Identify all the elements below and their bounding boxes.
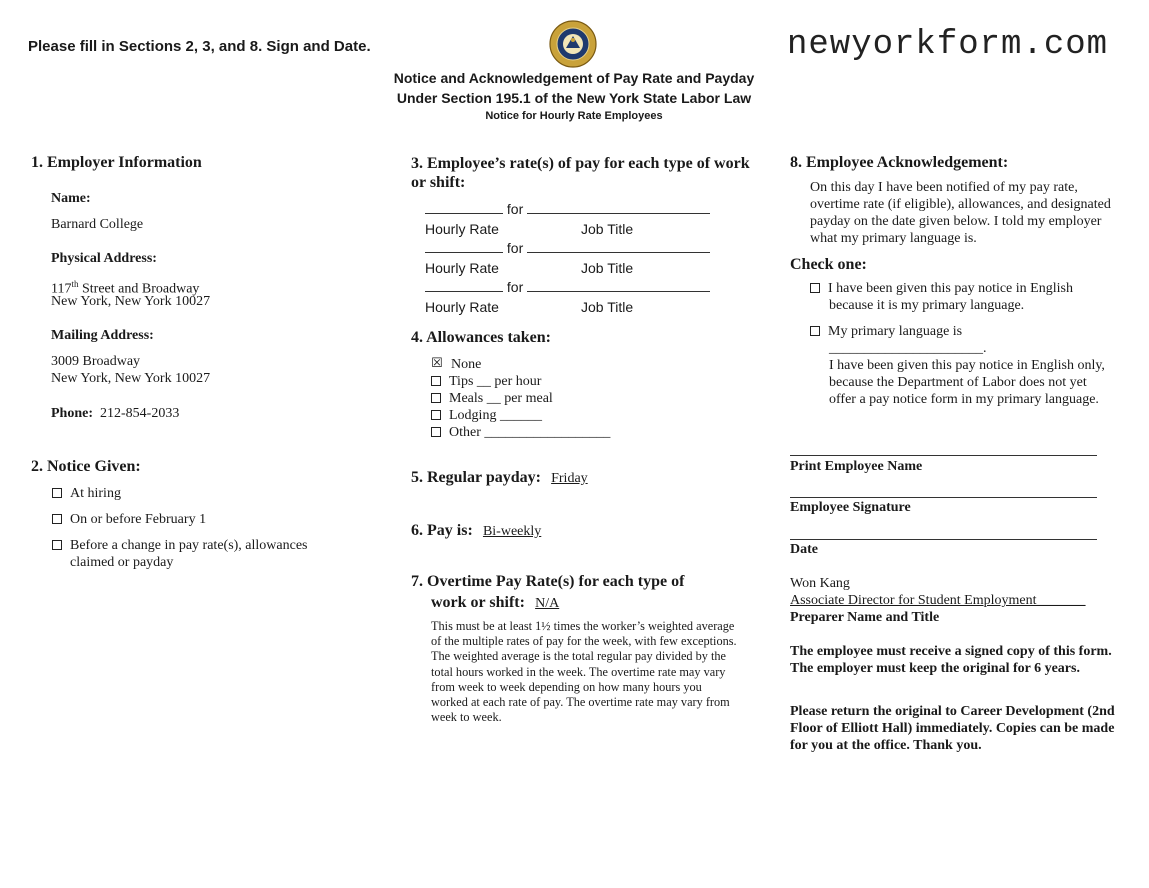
pay-rate-labels: Hourly Rate Job Title <box>425 259 634 276</box>
form-title-line1: Notice and Acknowledgement of Pay Rate and Payday <box>393 70 755 86</box>
section7-title-line2-row <box>431 592 559 612</box>
pay-rate-row: for <box>425 200 710 220</box>
checkbox-icon[interactable] <box>431 427 441 437</box>
mailing-address-line1: 3009 Broadway <box>51 354 141 369</box>
return-notice: Please return the original to Career Development (2nd Floor of Elliott Hall) immediately. Copies can be made for you at the office. Thank you. <box>790 704 1115 753</box>
check-one-label: Check one: <box>790 256 867 273</box>
checkbox-icon[interactable] <box>431 393 441 403</box>
fill-instructions: Please fill in Sections 2, 3, and 8. Sign and Date. <box>28 38 371 55</box>
ny-labor-seal-icon <box>549 20 597 68</box>
allowance-meals[interactable]: Meals __ per meal <box>431 390 610 407</box>
pay-rate-labels: Hourly Rate Job Title <box>425 220 634 237</box>
section5-title: 5. Regular payday: <box>411 469 541 486</box>
hourly-rate-field[interactable] <box>425 200 503 214</box>
physical-address-label: Physical Address: <box>51 251 157 266</box>
checkbox-icon[interactable] <box>52 488 62 498</box>
employer-name-value: Barnard College <box>51 217 144 232</box>
overtime-rate-value: N/A <box>535 596 560 611</box>
section8-title: 8. Employee Acknowledgement: <box>790 154 1009 171</box>
hourly-rate-field[interactable] <box>425 239 503 253</box>
form-subtitle: Notice for Hourly Rate Employees <box>485 110 663 122</box>
allowance-list <box>431 356 610 441</box>
pay-frequency-value: Bi-weekly <box>482 524 542 539</box>
checkbox-icon[interactable] <box>52 514 62 524</box>
copy-notice: The employee must receive a signed copy of this form. The employer must keep the original for 6 years. <box>790 644 1112 676</box>
section7-title-line1: 7. Overtime Pay Rate(s) for each type of <box>411 573 685 590</box>
section3-title: 3. Employee’s rate(s) of pay for each type of work or shift: <box>411 155 750 191</box>
job-title-field[interactable] <box>527 200 710 214</box>
mailing-address-line2: New York, New York 10027 <box>51 371 211 386</box>
pay-rate-labels: Hourly Rate Job Title <box>425 298 634 315</box>
signature-line[interactable] <box>790 497 1097 498</box>
allowance-tips[interactable]: Tips __ per hour <box>431 373 610 390</box>
preparer-label: Preparer Name and Title <box>790 610 940 625</box>
notice-option-before-change[interactable]: Before a change in pay rate(s), allowances claimed or payday <box>52 537 352 571</box>
checkbox-icon[interactable] <box>810 283 820 293</box>
print-name-line[interactable] <box>790 455 1097 456</box>
section1-title: 1. Employer Information <box>31 154 202 171</box>
physical-address-line2: New York, New York 10027 <box>51 294 211 309</box>
notice-option-before-feb[interactable]: On or before February 1 <box>52 511 206 528</box>
employer-name-label: Name: <box>51 191 91 206</box>
payday-value: Friday <box>551 471 588 486</box>
allowance-other[interactable]: Other __________________ <box>431 424 610 441</box>
pay-rate-rows <box>425 200 710 317</box>
overtime-explanation: This must be at least 1½ times the worker’s weighted average of the multiple rates of pay for the week, with few exceptions. The weighted average is the total regular pay divided by the total hours worked in the week. The overtime rate may vary from week to week depending on how many hours you worked at each rate of pay. The overtime rate may vary from week to week. <box>431 619 737 725</box>
allowance-none[interactable]: ☒ None <box>431 354 482 372</box>
site-watermark: newyorkform.com <box>787 26 1109 64</box>
date-label: Date <box>790 542 818 557</box>
form-title <box>330 68 818 124</box>
section2-title: 2. Notice Given: <box>31 458 141 475</box>
phone-value: 212-854-2033 <box>100 406 180 421</box>
allowance-lodging[interactable]: Lodging ______ <box>431 407 610 424</box>
acknowledgement-text: On this day I have been notified of my pay rate, overtime rate (if eligible), allowances, and designated payday on the date given below. I told my employer what my primary language is. <box>810 180 1111 246</box>
phone-line <box>51 405 179 422</box>
notice-option-at-hiring[interactable]: At hiring <box>52 485 121 502</box>
checkbox-icon[interactable] <box>431 376 441 386</box>
job-title-field[interactable] <box>527 239 710 253</box>
preparer-title: Associate Director for Student Employment_______ <box>790 593 1086 608</box>
physical-address-line1: 117th Street and Broadway <box>51 279 200 297</box>
hourly-rate-field[interactable] <box>425 278 503 292</box>
section5 <box>411 467 588 487</box>
language-option-other[interactable]: My primary language is ______________________. I have been given this pay notice in English only, because the Department of Labor does not yet offer a pay notice form in my primary language. <box>810 323 1115 408</box>
date-line[interactable] <box>790 539 1097 540</box>
checked-box-icon[interactable]: ☒ <box>431 354 443 370</box>
pay-rate-row: for <box>425 278 710 298</box>
form-title-line2: Under Section 195.1 of the New York State Labor Law <box>396 90 752 106</box>
language-option-english[interactable]: I have been given this pay notice in English because it is my primary language. <box>810 280 1115 314</box>
section6 <box>411 520 541 540</box>
signature-label: Employee Signature <box>790 500 911 515</box>
phone-label: Phone: <box>51 406 93 421</box>
checkbox-icon[interactable] <box>810 326 820 336</box>
checkbox-icon[interactable] <box>431 410 441 420</box>
pay-rate-row: for <box>425 239 710 259</box>
section4-title: 4. Allowances taken: <box>411 329 551 346</box>
section7-title-line2: work or shift: <box>431 594 525 611</box>
print-name-label: Print Employee Name <box>790 459 923 474</box>
job-title-field[interactable] <box>527 278 710 292</box>
section6-title: 6. Pay is: <box>411 522 473 539</box>
checkbox-icon[interactable] <box>52 540 62 550</box>
mailing-address-label: Mailing Address: <box>51 328 154 343</box>
preparer-name: Won Kang <box>790 576 850 591</box>
